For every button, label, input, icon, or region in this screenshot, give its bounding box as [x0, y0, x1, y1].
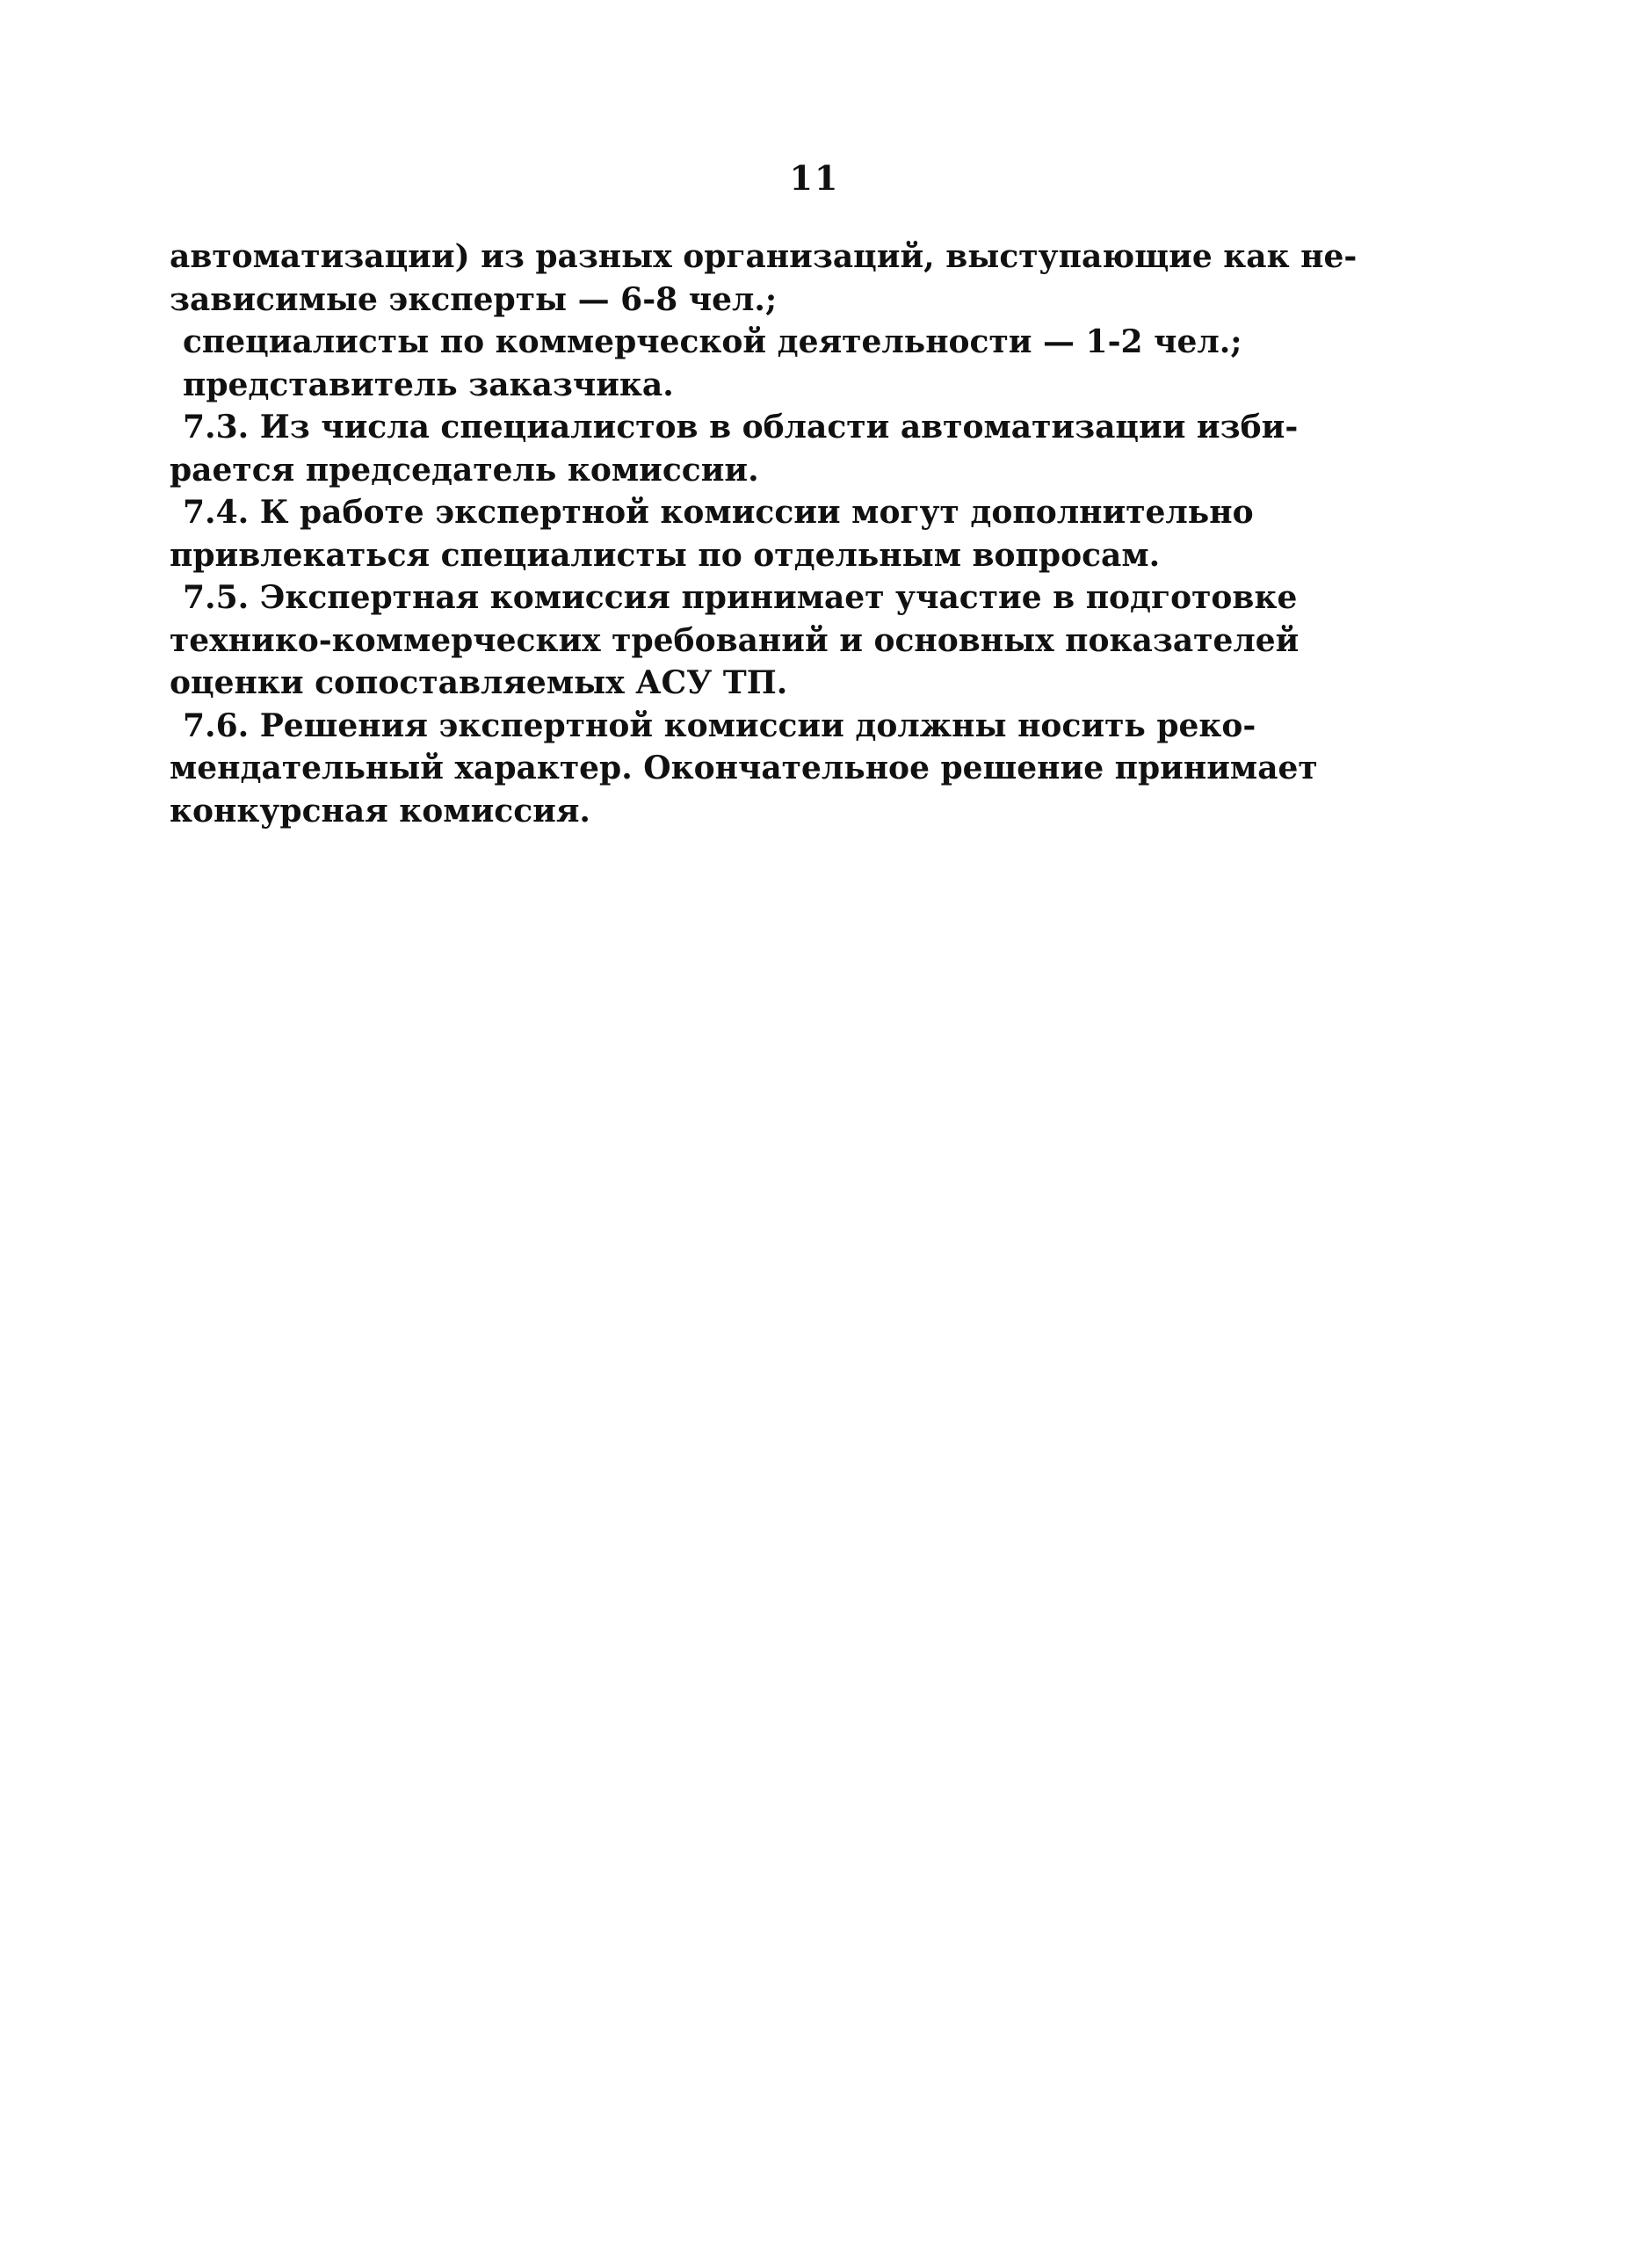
text-line: оценки сопоставляемых АСУ ТП.	[170, 664, 788, 701]
text-line: специалисты по коммерческой деятельности — 1-2 чел.;	[183, 323, 1242, 360]
page-number: 11	[789, 158, 840, 198]
text-line: 7.5. Экспертная комиссия принимает участие в подготовке	[183, 579, 1298, 616]
text-line: 7.6. Решения экспертной комиссии должны носить реко-	[183, 706, 1256, 744]
text-line: конкурсная комиссия.	[170, 792, 590, 830]
text-line: представитель заказчика.	[183, 366, 674, 403]
document-body	[170, 235, 1358, 832]
text-line: технико-коммерческих требований и основных показателей	[170, 621, 1300, 659]
text-line: мендательный характер. Окончательное решение принимает	[170, 750, 1318, 786]
text-line: 7.4. К работе экспертной комиссии могут дополнительно	[183, 494, 1254, 531]
text-line: 7.3. Из числа специалистов в области автоматизации изби-	[183, 409, 1299, 446]
text-line: автоматизации) из разных организаций, выступающие как не-	[170, 238, 1358, 275]
text-line: привлекаться специалисты по отдельным вопросам.	[170, 536, 1161, 574]
text-line: рается председатель комиссии.	[170, 451, 759, 489]
text-line: зависимые эксперты — 6-8 чел.;	[170, 280, 778, 318]
